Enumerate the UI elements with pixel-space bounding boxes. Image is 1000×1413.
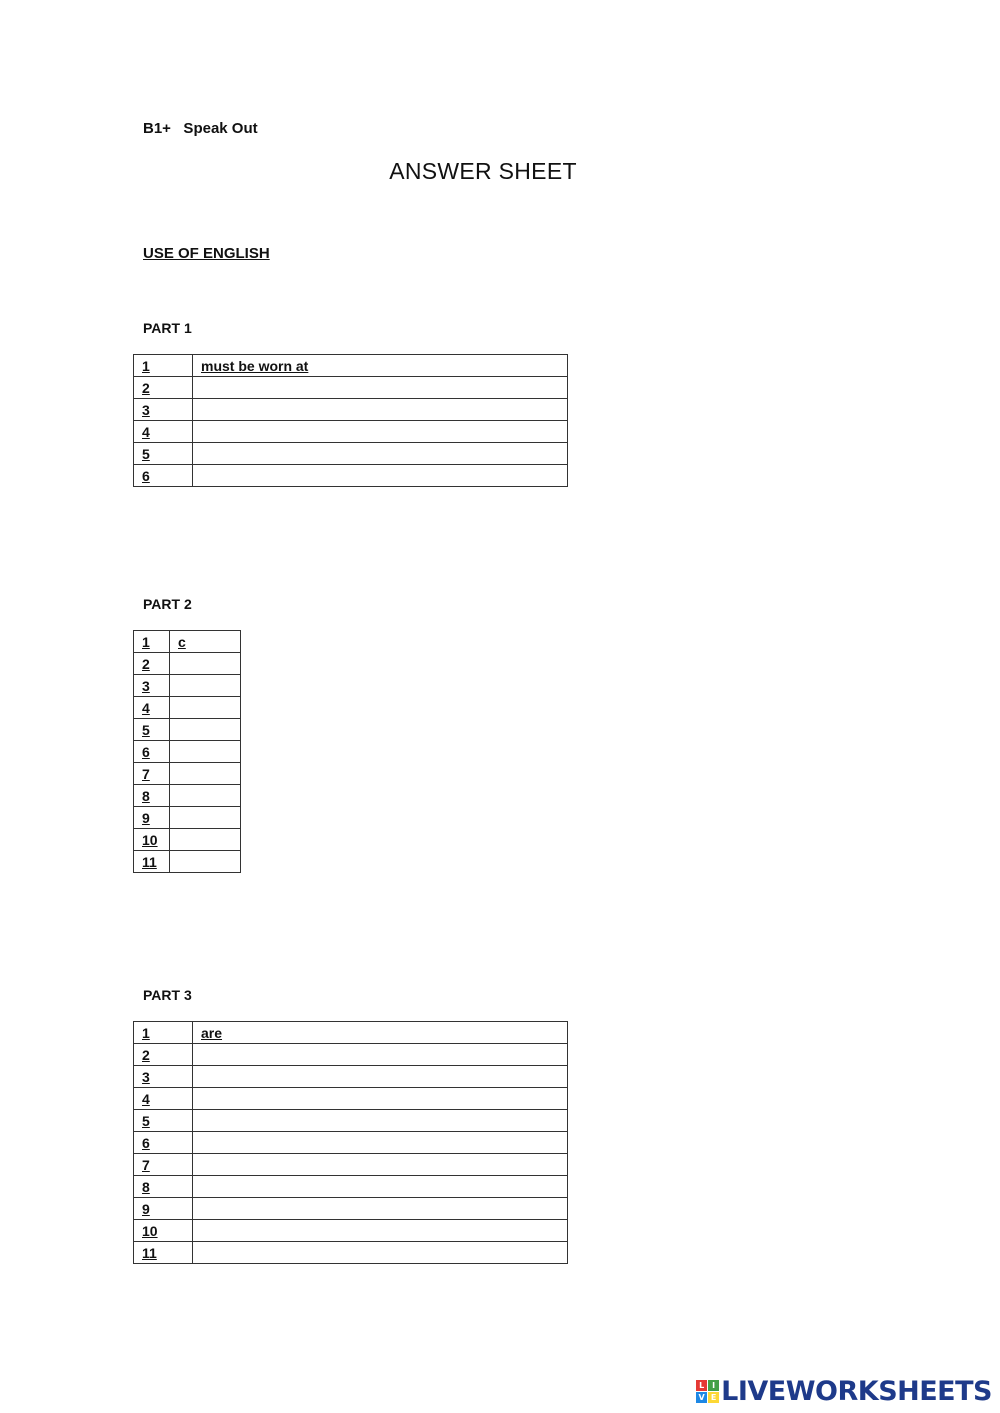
answer-row — [134, 1154, 568, 1176]
question-number: 1 — [134, 355, 193, 377]
question-number: 7 — [134, 1154, 193, 1176]
answer-cell[interactable] — [193, 421, 568, 443]
question-number: 2 — [134, 653, 170, 675]
answer-cell[interactable] — [193, 1154, 568, 1176]
question-number: 3 — [134, 1066, 193, 1088]
logo-tile: I — [708, 1380, 719, 1391]
question-number: 11 — [134, 1242, 193, 1264]
answer-row — [134, 421, 568, 443]
part-1-label: PART 1 — [143, 320, 192, 336]
answer-row — [134, 465, 568, 487]
logo-tile: L — [696, 1380, 707, 1391]
answer-cell[interactable] — [170, 851, 241, 873]
answer-row — [134, 851, 241, 873]
part-3-answer-table — [133, 1021, 568, 1264]
answer-row — [134, 399, 568, 421]
answer-cell[interactable] — [170, 785, 241, 807]
answer-cell[interactable] — [193, 1242, 568, 1264]
answer-row — [134, 1220, 568, 1242]
liveworksheets-logo-icon — [696, 1380, 719, 1403]
answer-cell[interactable] — [193, 1088, 568, 1110]
answer-cell[interactable] — [193, 1220, 568, 1242]
answer-cell[interactable] — [170, 829, 241, 851]
answer-row — [134, 785, 241, 807]
answer-row — [134, 763, 241, 785]
question-number: 3 — [134, 399, 193, 421]
answer-row — [134, 741, 241, 763]
question-number: 8 — [134, 785, 170, 807]
answer-row — [134, 1242, 568, 1264]
answer-cell[interactable] — [193, 1176, 568, 1198]
question-number: 8 — [134, 1176, 193, 1198]
answer-cell[interactable] — [170, 653, 241, 675]
answer-cell[interactable] — [193, 1066, 568, 1088]
course-title: B1+ Speak Out — [143, 120, 258, 137]
answer-row — [134, 829, 241, 851]
answer-row — [134, 1176, 568, 1198]
question-number: 5 — [134, 443, 193, 465]
answer-cell[interactable] — [170, 807, 241, 829]
question-number: 9 — [134, 807, 170, 829]
answer-cell[interactable] — [170, 675, 241, 697]
answer-row — [134, 355, 568, 377]
question-number: 6 — [134, 1132, 193, 1154]
question-number: 1 — [134, 1022, 193, 1044]
question-number: 2 — [134, 377, 193, 399]
answer-row — [134, 377, 568, 399]
question-number: 4 — [134, 697, 170, 719]
part-2-label: PART 2 — [143, 596, 192, 612]
question-number: 6 — [134, 741, 170, 763]
part-1-answer-table — [133, 354, 568, 487]
question-number: 5 — [134, 719, 170, 741]
part-2-answer-table — [133, 630, 241, 873]
answer-cell[interactable] — [193, 443, 568, 465]
answer-cell[interactable] — [193, 377, 568, 399]
answer-cell[interactable] — [193, 1132, 568, 1154]
answer-row — [134, 1044, 568, 1066]
answer-cell[interactable] — [193, 1110, 568, 1132]
question-number: 10 — [134, 829, 170, 851]
answer-cell[interactable] — [193, 1198, 568, 1220]
answer-row — [134, 807, 241, 829]
page-title: ANSWER SHEET — [389, 158, 577, 184]
answer-cell[interactable]: are — [193, 1022, 568, 1044]
answer-row — [134, 631, 241, 653]
answer-row — [134, 675, 241, 697]
answer-cell[interactable] — [193, 1044, 568, 1066]
answer-cell[interactable]: c — [170, 631, 241, 653]
answer-row — [134, 653, 241, 675]
answer-row — [134, 1066, 568, 1088]
question-number: 5 — [134, 1110, 193, 1132]
logo-tile: E — [708, 1392, 719, 1403]
answer-cell[interactable] — [170, 763, 241, 785]
liveworksheets-brand[interactable] — [696, 1376, 992, 1407]
logo-tile: V — [696, 1392, 707, 1403]
question-number: 10 — [134, 1220, 193, 1242]
answer-cell[interactable]: must be worn at — [193, 355, 568, 377]
question-number: 9 — [134, 1198, 193, 1220]
part-3-label: PART 3 — [143, 987, 192, 1003]
answer-row — [134, 697, 241, 719]
answer-cell[interactable] — [193, 399, 568, 421]
answer-cell[interactable] — [170, 697, 241, 719]
question-number: 1 — [134, 631, 170, 653]
answer-cell[interactable] — [170, 741, 241, 763]
answer-row — [134, 1198, 568, 1220]
question-number: 3 — [134, 675, 170, 697]
question-number: 4 — [134, 1088, 193, 1110]
answer-cell[interactable] — [193, 465, 568, 487]
section-heading: USE OF ENGLISH — [143, 245, 270, 262]
answer-row — [134, 443, 568, 465]
question-number: 2 — [134, 1044, 193, 1066]
answer-row — [134, 1110, 568, 1132]
question-number: 7 — [134, 763, 170, 785]
question-number: 4 — [134, 421, 193, 443]
brand-name: LIVEWORKSHEETS — [721, 1376, 992, 1407]
question-number: 6 — [134, 465, 193, 487]
question-number: 11 — [134, 851, 170, 873]
answer-row — [134, 1022, 568, 1044]
answer-row — [134, 719, 241, 741]
answer-cell[interactable] — [170, 719, 241, 741]
answer-row — [134, 1132, 568, 1154]
answer-row — [134, 1088, 568, 1110]
